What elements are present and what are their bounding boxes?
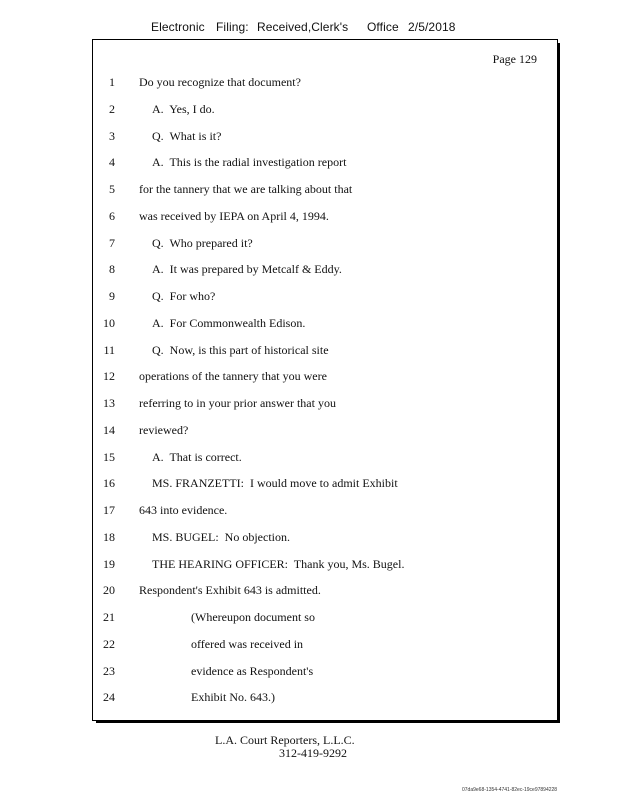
page-number: Page 129	[492, 52, 537, 66]
line-text: Do you recognize that document?	[139, 75, 301, 89]
transcript-line	[93, 369, 553, 385]
header-office: Office	[367, 20, 399, 34]
line-number: 11	[103, 342, 115, 357]
footer-company: L.A. Court Reporters, L.L.C.	[215, 733, 355, 747]
line-number: 8	[109, 262, 115, 277]
transcript-line	[93, 343, 553, 359]
line-number: 22	[103, 636, 115, 651]
line-number: 10	[103, 315, 115, 330]
line-number: 14	[103, 422, 115, 437]
transcript-line	[93, 236, 553, 252]
line-text: Respondent's Exhibit 643 is admitted.	[139, 583, 321, 598]
line-text: Q. Who prepared it?	[152, 235, 253, 250]
line-text: (Whereupon document so	[191, 610, 315, 624]
line-number: 9	[109, 289, 115, 303]
header-filing: Filing:	[216, 20, 249, 34]
line-text: Q. For who?	[152, 289, 216, 303]
transcript-page	[92, 39, 558, 721]
line-number: 17	[103, 503, 115, 517]
line-text: evidence as Respondent's	[191, 663, 314, 678]
transcript-line	[93, 129, 553, 145]
line-number: 12	[103, 369, 115, 384]
line-text: Q. Now, is this part of historical site	[152, 342, 329, 357]
transcript-line	[93, 155, 553, 171]
transcript-line	[93, 664, 553, 680]
transcript-line	[93, 476, 553, 492]
line-number: 21	[103, 610, 115, 624]
transcript-line	[93, 557, 553, 573]
line-text: Q. What is it?	[152, 128, 222, 143]
line-text: MS. FRANZETTI: I would move to admit Exhibit	[152, 476, 398, 491]
line-text: 643 into evidence.	[139, 503, 228, 517]
transcript-line	[93, 396, 553, 412]
line-text: A. This is the radial investigation report	[152, 155, 347, 170]
header-date: 2/5/2018	[408, 20, 456, 34]
header-electronic: Electronic	[151, 20, 205, 34]
footer-phone: 312-419-9292	[279, 746, 347, 760]
transcript-sheet	[93, 40, 557, 720]
transcript-line	[93, 102, 553, 118]
transcript-line	[93, 75, 553, 91]
filing-stamp-header	[151, 20, 471, 36]
line-number: 19	[103, 556, 115, 571]
line-number: 18	[103, 529, 115, 544]
line-text: offered was received in	[191, 636, 304, 651]
line-text: A. For Commonwealth Edison.	[152, 315, 306, 330]
line-number: 16	[103, 476, 115, 491]
transcript-line	[93, 583, 553, 599]
transcript-line	[93, 262, 553, 278]
line-text: reviewed?	[139, 422, 189, 437]
line-number: 6	[109, 208, 115, 223]
line-text: MS. BUGEL: No objection.	[152, 529, 290, 544]
transcript-line	[93, 503, 553, 519]
line-text: Exhibit No. 643.)	[191, 690, 275, 705]
line-number: 7	[109, 235, 115, 250]
header-received: Received,Clerk's	[257, 20, 349, 34]
line-text: was received by IEPA on April 4, 1994.	[139, 208, 329, 223]
line-number: 23	[103, 663, 115, 678]
line-number: 20	[103, 583, 115, 598]
line-number: 2	[109, 101, 115, 116]
transcript-line	[93, 423, 553, 439]
line-number: 4	[109, 155, 115, 170]
line-number: 3	[109, 128, 115, 143]
document-hash: 07da9e68-1354-4741-82ec-19ce97894228	[462, 787, 558, 793]
transcript-line	[93, 610, 553, 626]
line-text: for the tannery that we are talking about that	[139, 182, 353, 196]
transcript-line	[93, 690, 553, 706]
line-number: 13	[103, 396, 115, 410]
transcript-line	[93, 182, 553, 198]
line-number: 1	[109, 75, 115, 89]
transcript-line	[93, 316, 553, 332]
line-number: 5	[109, 182, 115, 196]
line-text: THE HEARING OFFICER: Thank you, Ms. Bugel.	[152, 556, 405, 571]
transcript-line	[93, 209, 553, 225]
line-text: A. That is correct.	[152, 449, 242, 464]
line-number: 15	[103, 449, 115, 464]
transcript-line	[93, 637, 553, 653]
line-text: A. It was prepared by Metcalf & Eddy.	[152, 262, 342, 277]
line-text: A. Yes, I do.	[152, 101, 215, 116]
transcript-line	[93, 289, 553, 305]
line-number: 24	[103, 690, 115, 705]
line-text: referring to in your prior answer that you	[139, 396, 336, 410]
line-text: operations of the tannery that you were	[139, 369, 327, 384]
transcript-line	[93, 450, 553, 466]
transcript-line	[93, 530, 553, 546]
